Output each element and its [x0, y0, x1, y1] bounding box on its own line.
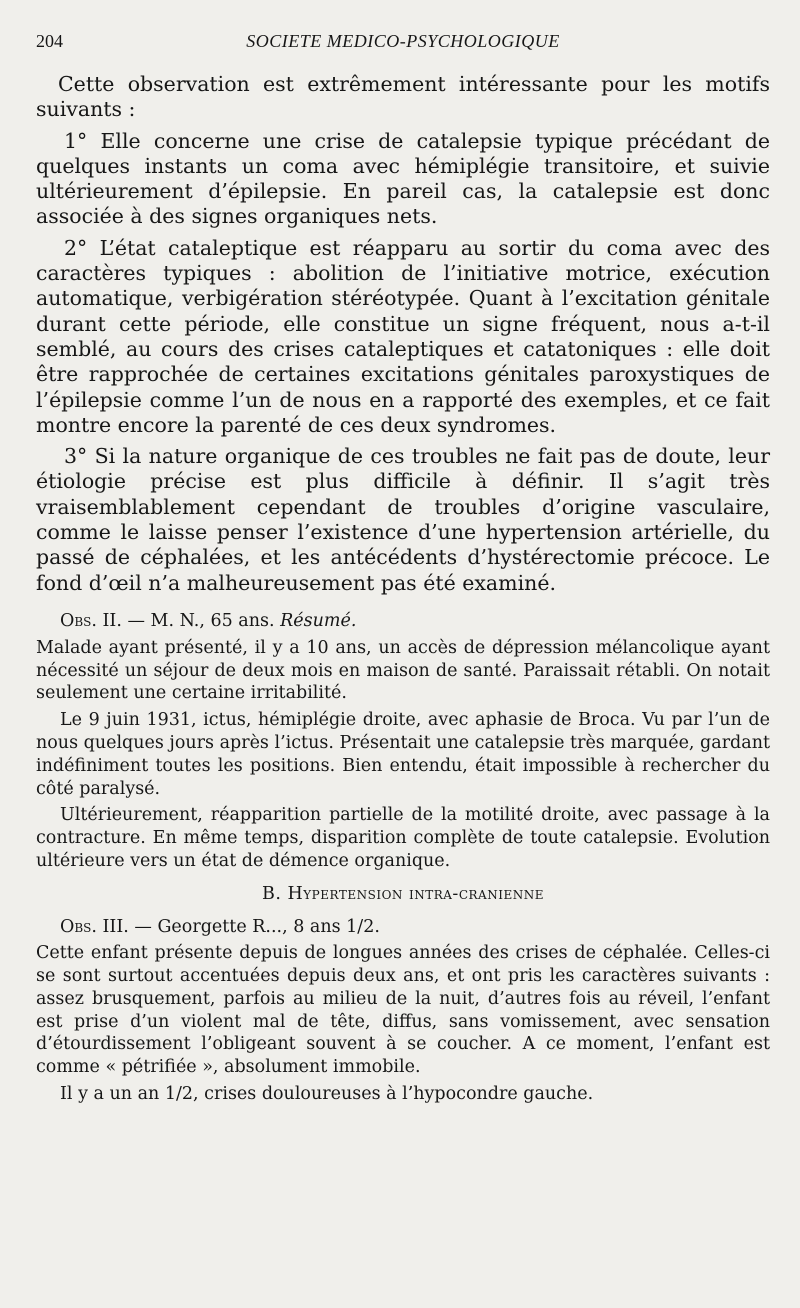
obs-3-paragraph: Cette enfant présente depuis de longues années des crises de céphalée. Celles-ci se sont surtout accentuées depuis deux ans, et ont pris les caractères suivants : assez brusquement, parfois au milieu de la nuit, d’autres fois au réveil, l’enfant est prise d’un violent mal de tête, diffus, sans vomissement, avec sensation d’étourdissement l’obligeant souvent à se coucher. A ce moment, l’enfant est comme « pétrifiée », absolument immobile.	[36, 943, 770, 1078]
running-title: SOCIETE MEDICO-PSYCHOLOGIQUE	[246, 31, 560, 51]
intro-paragraph: Cette observation est extrêmement intéressante pour les motifs suivants :	[36, 72, 770, 122]
point-2-paragraph: 2° L’état cataleptique est réapparu au sortir du coma avec des caractères typiques : abolition de l’initiative motrice, exécution automatique, verbigération stéréotypée. Quant à l’excitation génitale durant cette période, elle constitue un signe fréquent, nous a-t-il semblé, au cours des crises cataleptiques et catatoniques : elle doit être rapprochée de certaines excitations génitales paroxystiques de l’épilepsie comme l’un de nous en a rapporté des exemples, et ce fait montre encore la parenté de ces deux syndromes.	[36, 235, 770, 437]
point-3-paragraph: 3° Si la nature organique de ces troubles ne fait pas de doute, leur étiologie précise est plus difficile à définir. Il s’agit très vraisemblablement cependant de troubles d’origine vasculaire, comme le laisse penser l’existence d’une hypertension artérielle, du passé de céphalées, et les antécédents d’hystérectomie précoce. Le fond d’œil n’a malheureusement pas été examiné.	[36, 444, 770, 595]
point-1-paragraph: 1° Elle concerne une crise de catalepsie typique précédant de quelques instants un coma avec hémiplégie transitoire, et suivie ultérieurement d’épilepsie. En pareil cas, la catalepsie est donc associée à des signes organiques nets.	[36, 128, 770, 229]
obs-3-patient: — Georgette R..., 8 ans 1/2.	[128, 916, 380, 937]
obs-2-patient: — M. N., 65 ans.	[121, 610, 281, 631]
obs-2-resume-label: Résumé.	[280, 610, 357, 631]
obs-2-heading	[36, 610, 770, 633]
obs-3-label: Obs. III.	[60, 916, 129, 937]
obs-2-paragraph: Malade ayant présenté, il y a 10 ans, un accès de dépression mélancolique ayant nécessité un séjour de deux mois en maison de santé. Paraissait rétabli. On notait seulement une certaine irritabilité.	[36, 637, 770, 704]
page-number: 204	[36, 31, 63, 51]
discussion-section	[36, 72, 770, 596]
obs-2-paragraph: Le 9 juin 1931, ictus, hémiplégie droite, avec aphasie de Broca. Vu par l’un de nous quelques jours après l’ictus. Présentait une catalepsie très marquée, gardant indéfiniment toutes les positions. Bien entendu, était impossible à rechercher du côté paralysé.	[36, 710, 770, 799]
observations-section	[36, 610, 770, 1106]
obs-2-label: Obs. II.	[60, 610, 122, 631]
obs-3-heading	[36, 916, 770, 939]
page-header	[36, 28, 770, 64]
section-heading-b: B. Hypertension intra-cranienne	[262, 883, 544, 904]
obs-3-paragraph: Il y a un an 1/2, crises douloureuses à l’hypocondre gauche.	[60, 1084, 594, 1105]
obs-2-paragraph: Ultérieurement, réapparition partielle de la motilité droite, avec passage à la contracture. En même temps, disparition complète de toute catalepsie. Evolution ultérieure vers un état de démence organique.	[36, 805, 770, 871]
